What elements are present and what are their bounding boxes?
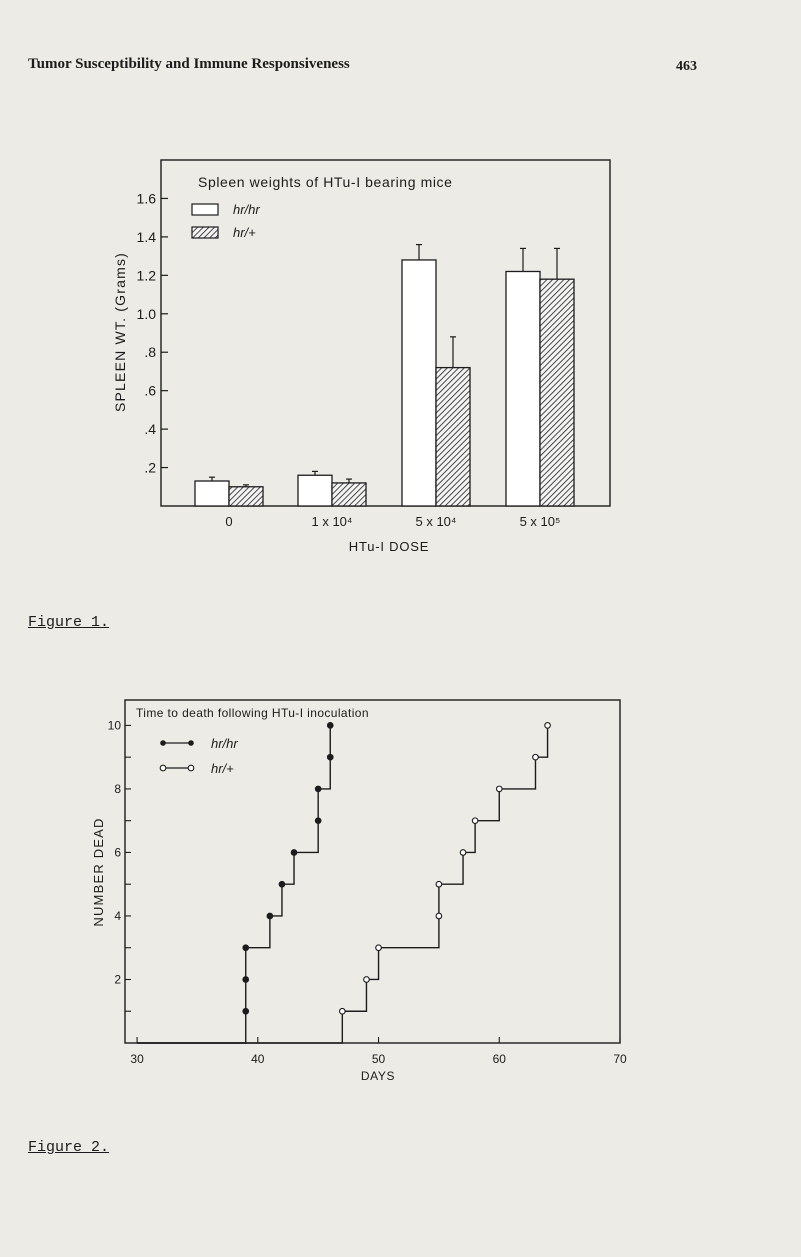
chart-2-title: Time to death following HTu-I inoculation [136, 706, 369, 720]
step-line-hrplus [137, 725, 547, 1043]
point-hrplus [496, 786, 502, 792]
figure-2-caption: Figure 2. [28, 1139, 110, 1156]
point-hrhr [291, 850, 297, 856]
x-tick-label: 30 [130, 1052, 144, 1066]
legend-marker-filled [160, 740, 166, 746]
point-hrplus [545, 723, 551, 729]
figure-1-caption: Figure 1. [28, 614, 110, 631]
x-axis-label: HTu-I DOSE [348, 539, 430, 554]
legend-2-label-hrhr: hr/hr [211, 736, 238, 751]
point-hrplus [436, 913, 442, 919]
x-category-label: 1 x 10⁴ [311, 514, 353, 529]
x-tick-label: 70 [613, 1052, 627, 1066]
legend-2-label-hrplus: hr/+ [211, 761, 234, 776]
legend-marker-filled-end [188, 740, 194, 746]
x-tick-label: 60 [492, 1052, 506, 1066]
point-hrhr [267, 913, 273, 919]
y-tick-label: 1.4 [136, 228, 156, 245]
point-hrhr [243, 1008, 249, 1014]
point-hrplus [364, 977, 370, 983]
y-tick-label: 4 [114, 908, 121, 923]
y-tick-label: 6 [114, 845, 121, 860]
point-hrplus [472, 818, 478, 824]
y-tick-label: 8 [114, 781, 121, 796]
x-tick-label: 50 [371, 1052, 386, 1066]
y-tick-label: 1.6 [136, 190, 156, 207]
point-hrplus [340, 1008, 346, 1014]
point-hrhr [279, 881, 285, 887]
y-tick-label: .2 [144, 459, 156, 476]
y-tick-label: 1.0 [136, 305, 156, 322]
x-tick-label: 40 [251, 1052, 265, 1066]
chart-title: Spleen weights of HTu-I bearing mice [198, 174, 453, 190]
x-axis-2-label: DAYS [360, 1069, 396, 1083]
point-hrhr [327, 723, 333, 729]
point-hrplus [460, 850, 466, 856]
running-header: Tumor Susceptibility and Immune Responsiveness [28, 56, 350, 72]
x-category-label: 5 x 10⁵ [519, 514, 561, 529]
y-tick-label: .4 [144, 421, 156, 438]
y-tick-label: .6 [144, 382, 156, 399]
legend-marker-open [160, 765, 166, 771]
legend-label-hrhr: hr/hr [233, 202, 260, 217]
point-hrhr [243, 945, 249, 951]
x-category-label: 0 [225, 514, 233, 529]
y-tick-label: 1.2 [136, 267, 156, 284]
legend-label-hrplus: hr/+ [233, 225, 256, 240]
point-hrplus [436, 881, 442, 887]
plot-frame-2 [125, 700, 620, 1043]
point-hrhr [327, 754, 333, 760]
x-category-label: 5 x 10⁴ [415, 514, 457, 529]
point-hrhr [315, 818, 321, 824]
page-number: 463 [676, 59, 697, 74]
y-tick-label: 10 [107, 718, 121, 733]
y-tick-label: .8 [144, 344, 156, 361]
y-axis-2-label: NUMBER DEAD [91, 817, 106, 927]
point-hrplus [376, 945, 382, 951]
point-hrhr [315, 786, 321, 792]
point-hrhr [243, 977, 249, 983]
point-hrplus [533, 754, 539, 760]
legend-marker-open-end [188, 765, 194, 771]
y-tick-label: 2 [114, 972, 121, 987]
y-axis-label: SPLEEN WT. (Grams) [112, 251, 128, 413]
